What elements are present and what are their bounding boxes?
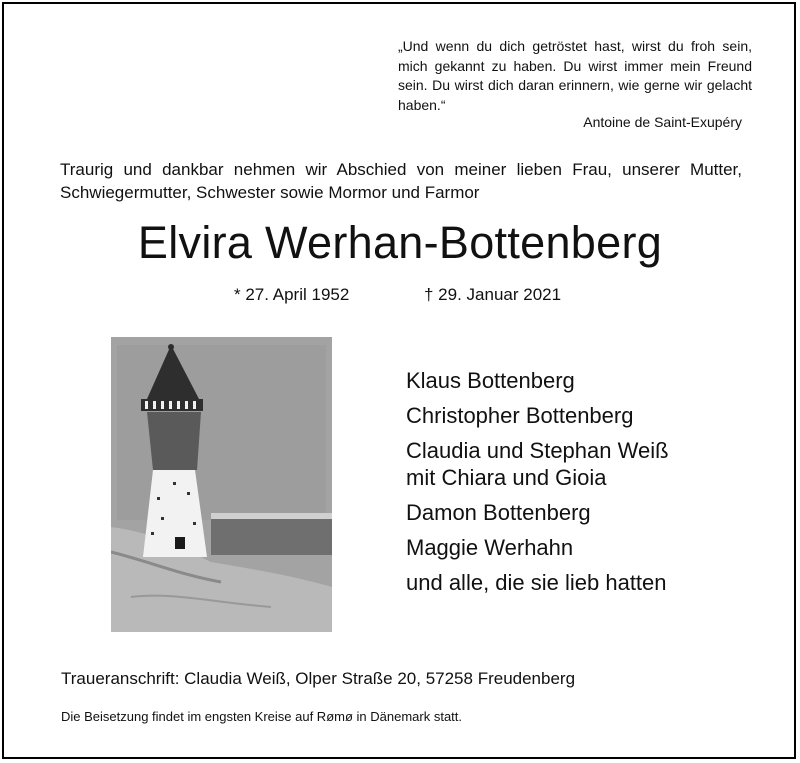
death-date: † 29. Januar 2021 bbox=[424, 285, 562, 304]
birth-date: * 27. April 1952 bbox=[234, 285, 350, 304]
mourner-item: Maggie Werhahn bbox=[406, 535, 574, 560]
mourner-item: und alle, die sie lieb hatten bbox=[406, 570, 667, 595]
quote-author: Antoine de Saint-Exupéry bbox=[583, 114, 742, 130]
lighthouse-painting bbox=[111, 337, 332, 632]
painting-sea bbox=[211, 515, 332, 555]
mourner-item: Damon Bottenberg bbox=[406, 500, 591, 525]
tower-top bbox=[147, 412, 201, 470]
mourning-address: Traueranschrift: Claudia Weiß, Olper Straße 20, 57258 Freudenberg bbox=[61, 669, 576, 688]
mourner-item: Christopher Bottenberg bbox=[406, 403, 634, 428]
intro-text: Traurig und dankbar nehmen wir Abschied von meiner lieben Frau, unserer Mutter, Schwiegermutter, Schwester sowie Mormor und Farmor bbox=[60, 160, 742, 202]
mourner-item: Claudia und Stephan Weiß mit Chiara und Gioia bbox=[406, 438, 669, 490]
mourner-item: Klaus Bottenberg bbox=[406, 368, 575, 393]
mourners-list bbox=[406, 367, 766, 604]
burial-note: Die Beisetzung findet im engsten Kreise auf Rømø in Dänemark statt. bbox=[61, 709, 463, 724]
quote-text: „Und wenn du dich getröstet hast, wirst du froh sein, mich gekannt zu haben. Du wirst immer mein Freund sein. Du wirst dich daran erinnern, wie gerne wir gelacht haben.“ bbox=[398, 38, 752, 113]
tower-door bbox=[175, 537, 185, 549]
deceased-name: Elvira Werhan-Bottenberg bbox=[137, 217, 663, 268]
